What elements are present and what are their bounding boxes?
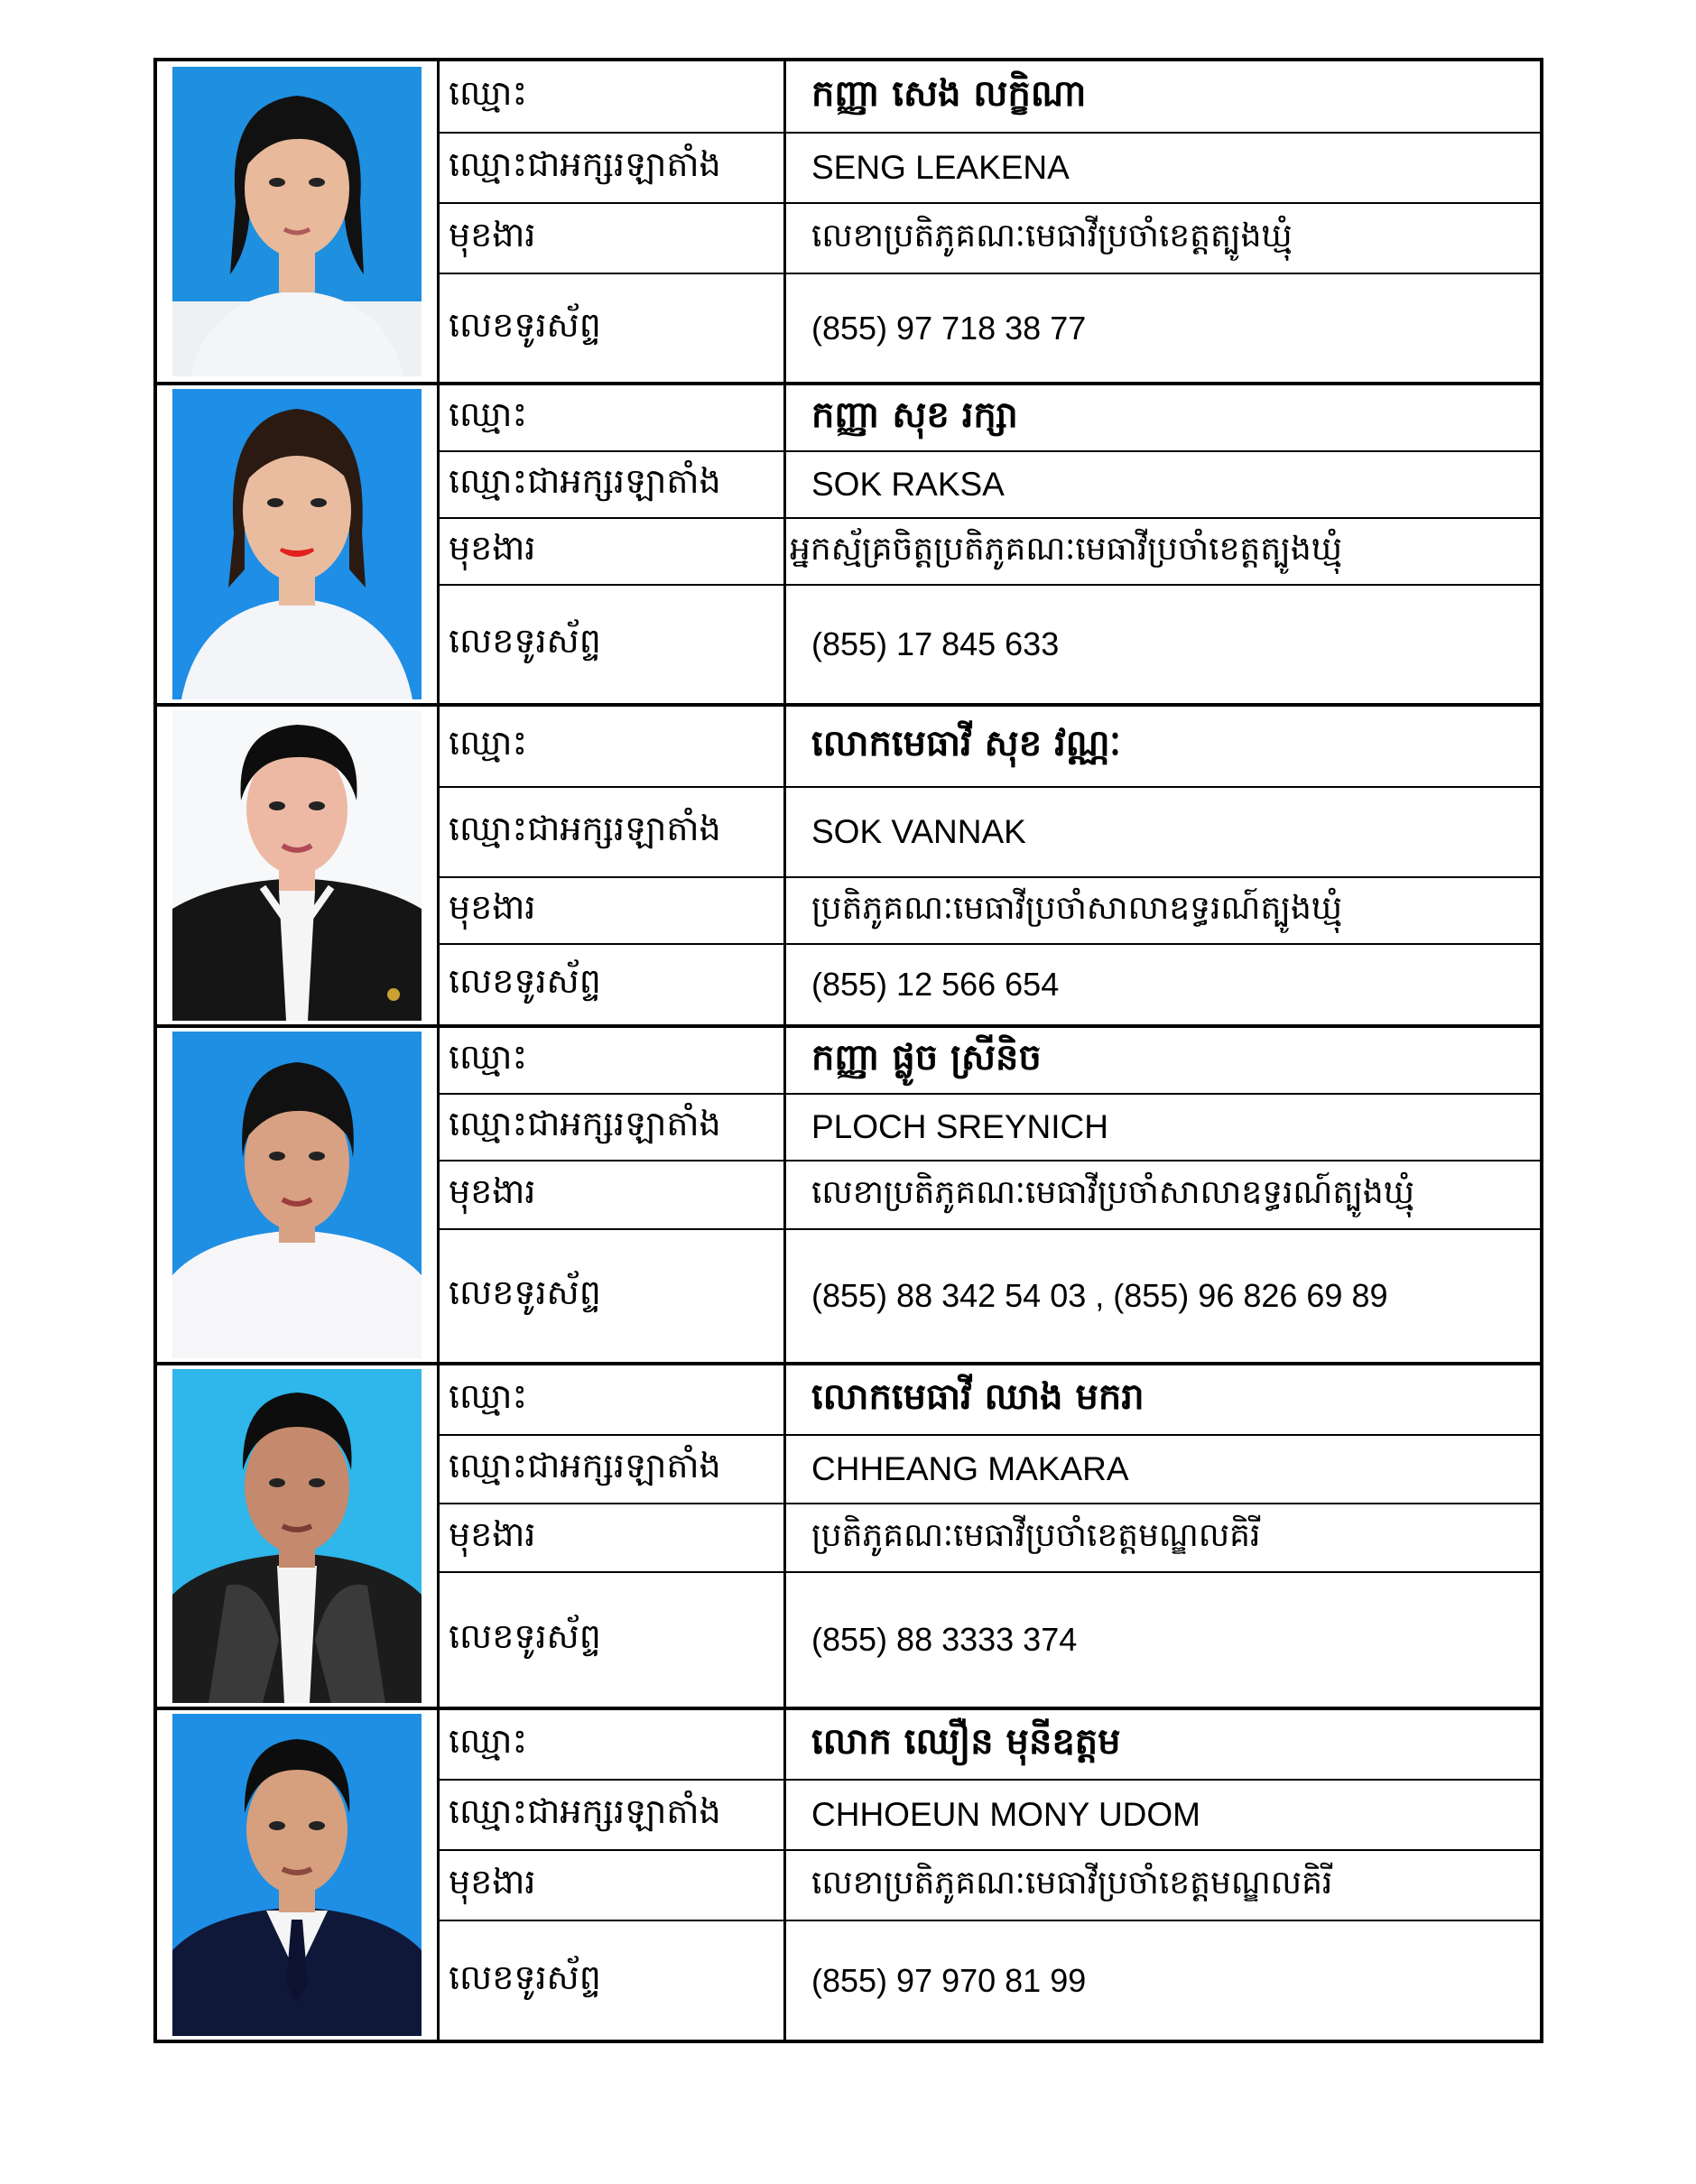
label-name: ឈ្មោះ xyxy=(440,61,786,132)
person-fields xyxy=(440,61,1540,382)
person-card xyxy=(157,1707,1540,2040)
portrait-lawyer-icon xyxy=(172,1369,422,1703)
label-name: ឈ្មោះ xyxy=(440,385,786,450)
label-name: ឈ្មោះ xyxy=(440,707,786,786)
label-position: មុខងារ xyxy=(440,1504,786,1571)
name-khmer: កញ្ញា សេង លក្ខិណា xyxy=(811,72,1087,115)
position: ប្រតិភូគណៈមេធាវីប្រចាំសាលាឧទ្ធរណ៍ត្បូងឃ្មុំ xyxy=(811,889,1343,927)
label-position: មុខងារ xyxy=(440,878,786,943)
field-row xyxy=(440,1849,1540,1920)
label-latin-name: ឈ្មោះជាអក្សរឡាតាំង xyxy=(440,1781,786,1849)
staff-directory-table xyxy=(153,58,1543,2043)
name-latin: SENG LEAKENA xyxy=(811,149,1070,186)
person-fields xyxy=(440,385,1540,703)
label-name: ឈ្មោះ xyxy=(440,1028,786,1093)
photo-cell xyxy=(157,707,440,1024)
field-row xyxy=(440,707,1540,786)
label-position: មុខងារ xyxy=(440,1851,786,1920)
label-position: មុខងារ xyxy=(440,204,786,273)
label-position: មុខងារ xyxy=(440,1161,786,1228)
person-fields xyxy=(440,1028,1540,1362)
label-latin-name: ឈ្មោះជាអក្សរឡាតាំង xyxy=(440,788,786,876)
field-row xyxy=(440,1093,1540,1160)
label-latin-name: ឈ្មោះជាអក្សរឡាតាំង xyxy=(440,134,786,202)
field-row xyxy=(440,584,1540,703)
field-row xyxy=(440,517,1540,584)
label-name: ឈ្មោះ xyxy=(440,1365,786,1434)
name-khmer: កញ្ញា សុខ រក្សា xyxy=(811,393,1018,436)
label-name: ឈ្មោះ xyxy=(440,1710,786,1779)
label-latin-name: ឈ្មោះជាអក្សរឡាតាំង xyxy=(440,1436,786,1503)
phone-number: (855) 17 845 633 xyxy=(811,625,1060,662)
name-khmer: លោកមេធាវី ឈាង មករា xyxy=(811,1375,1145,1418)
phone-number: (855) 88 3333 374 xyxy=(811,1621,1078,1658)
label-phone: លេខទូរស័ព្ទ xyxy=(440,1573,786,1707)
person-fields xyxy=(440,707,1540,1024)
field-row xyxy=(440,385,1540,450)
name-latin: CHHEANG MAKARA xyxy=(811,1450,1129,1487)
field-row xyxy=(440,1228,1540,1362)
portrait-woman-icon xyxy=(172,1032,422,1358)
position: លេខាប្រតិភូគណៈមេធាវីប្រចាំសាលាឧទ្ធរណ៍ត្បូងឃ្មុំ xyxy=(811,1173,1415,1211)
field-row xyxy=(440,1160,1540,1228)
phone-number: (855) 88 342 54 03 , (855) 96 826 69 89 xyxy=(811,1277,1388,1314)
person-card xyxy=(157,703,1540,1024)
field-row xyxy=(440,786,1540,876)
field-row xyxy=(440,132,1540,202)
person-card xyxy=(157,61,1540,382)
name-khmer: លោកមេធាវី សុខ វណ្ណៈ xyxy=(811,722,1121,764)
photo-cell xyxy=(157,385,440,703)
portrait-man-suit-icon xyxy=(172,1714,422,2036)
portrait-woman-icon xyxy=(172,67,422,376)
label-phone: លេខទូរស័ព្ទ xyxy=(440,274,786,382)
photo-cell xyxy=(157,1028,440,1362)
label-phone: លេខទូរស័ព្ទ xyxy=(440,586,786,703)
person-card xyxy=(157,1362,1540,1707)
portrait-lawyer-icon xyxy=(172,710,422,1021)
field-row xyxy=(440,1028,1540,1093)
label-phone: លេខទូរស័ព្ទ xyxy=(440,945,786,1024)
photo-cell xyxy=(157,1365,440,1707)
label-latin-name: ឈ្មោះជាអក្សរឡាតាំង xyxy=(440,452,786,517)
name-latin: CHHOEUN MONY UDOM xyxy=(811,1796,1200,1833)
position: លេខាប្រតិភូគណៈមេធាវីប្រចាំខេត្តត្បូងឃ្មុំ xyxy=(811,217,1293,254)
field-row xyxy=(440,1503,1540,1571)
field-row xyxy=(440,1365,1540,1434)
field-row xyxy=(440,943,1540,1024)
name-latin: PLOCH SREYNICH xyxy=(811,1108,1108,1145)
label-latin-name: ឈ្មោះជាអក្សរឡាតាំង xyxy=(440,1095,786,1160)
photo-cell xyxy=(157,1710,440,2040)
position: លេខាប្រតិភូគណៈមេធាវីប្រចាំខេត្តមណ្ឌលគិរី xyxy=(811,1864,1333,1902)
field-row xyxy=(440,1571,1540,1707)
field-row xyxy=(440,1920,1540,2040)
field-row xyxy=(440,1779,1540,1849)
name-khmer: លោក ឈឿន មុនីឧត្តម xyxy=(811,1720,1121,1763)
name-latin: SOK VANNAK xyxy=(811,813,1026,850)
position: អ្នកស្ម័គ្រចិត្តប្រតិភូគណៈមេធាវីប្រចាំខេត្តត្បូងឃ្មុំ xyxy=(790,530,1342,568)
portrait-woman-icon xyxy=(172,389,422,699)
photo-cell xyxy=(157,61,440,382)
field-row xyxy=(440,1710,1540,1779)
person-card xyxy=(157,1024,1540,1362)
phone-number: (855) 97 970 81 99 xyxy=(811,1961,1087,1999)
label-phone: លេខទូរស័ព្ទ xyxy=(440,1921,786,2040)
person-card xyxy=(157,382,1540,703)
name-latin: SOK RAKSA xyxy=(811,466,1005,503)
field-row xyxy=(440,450,1540,517)
label-phone: លេខទូរស័ព្ទ xyxy=(440,1230,786,1362)
field-row xyxy=(440,61,1540,132)
phone-number: (855) 12 566 654 xyxy=(811,966,1060,1003)
position: ប្រតិភូគណៈមេធាវីប្រចាំខេត្តមណ្ឌលគិរី xyxy=(811,1516,1261,1554)
person-fields xyxy=(440,1365,1540,1707)
name-khmer: កញ្ញា ផ្លូច ស្រីនិច xyxy=(811,1036,1042,1078)
field-row xyxy=(440,1434,1540,1503)
label-position: មុខងារ xyxy=(440,519,786,584)
phone-number: (855) 97 718 38 77 xyxy=(811,309,1087,347)
field-row xyxy=(440,202,1540,273)
field-row xyxy=(440,273,1540,382)
person-fields xyxy=(440,1710,1540,2040)
field-row xyxy=(440,876,1540,943)
